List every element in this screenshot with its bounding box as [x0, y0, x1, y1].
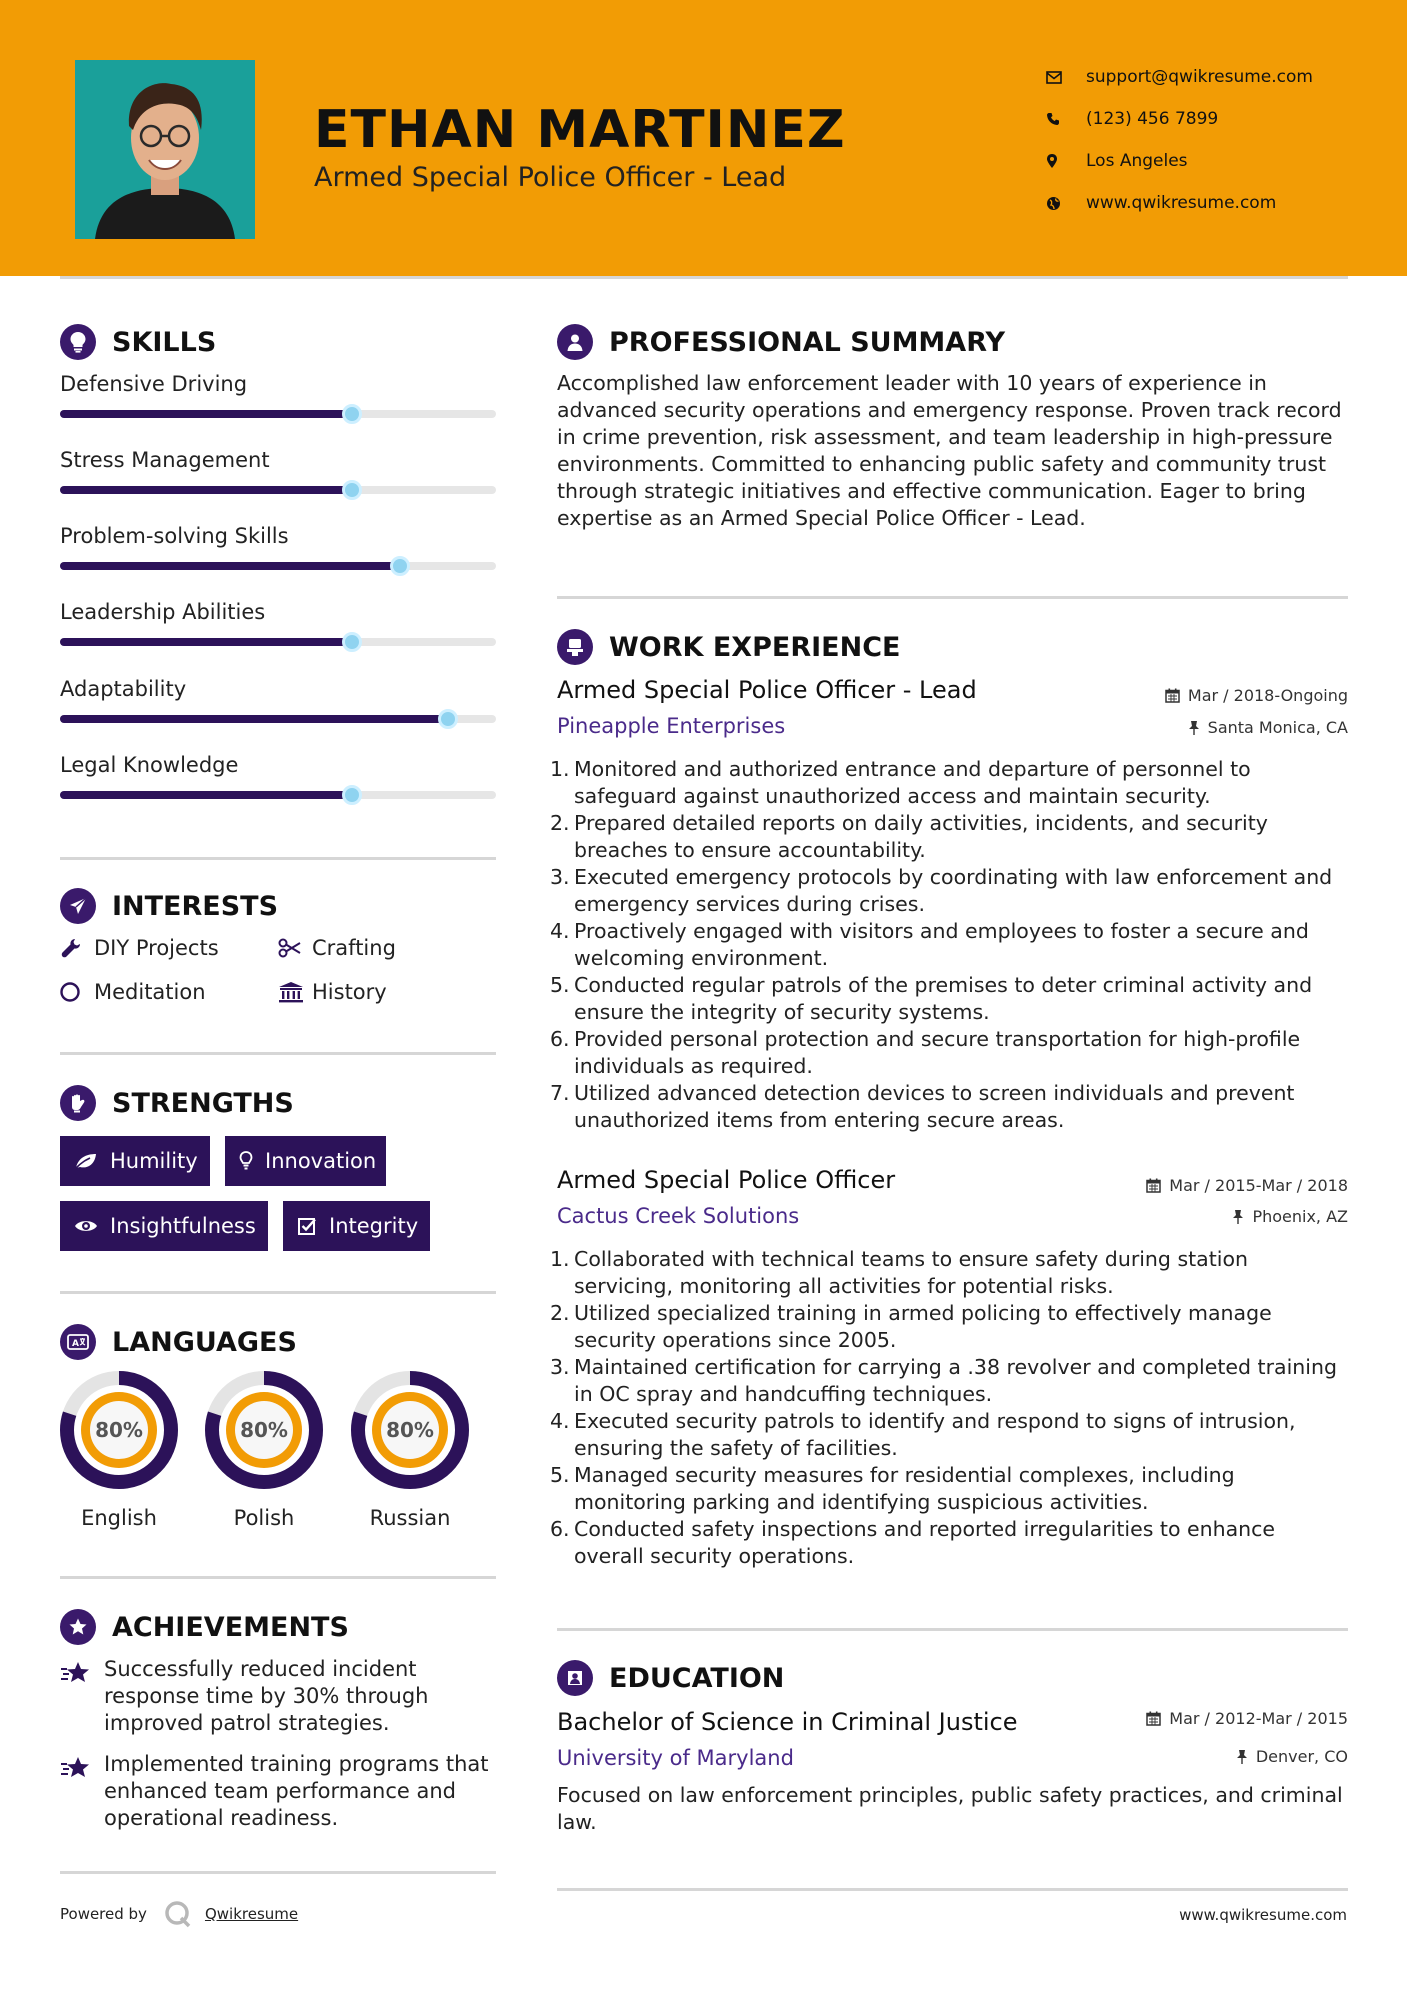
bullet-text: Prepared detailed reports on daily activities, incidents, and security breaches to ensure accountability.	[574, 811, 1268, 862]
star-icon	[60, 1751, 104, 1832]
bullet-number: 3.	[550, 1355, 570, 1379]
skill-bar-fill	[60, 638, 352, 646]
phone-icon	[1046, 112, 1086, 126]
language-percent: 80%	[95, 1418, 143, 1442]
job-bullet	[550, 810, 1348, 864]
wrench-icon	[60, 937, 94, 959]
bullet-text: Conducted safety inspections and reported irregularities to enhance overall security operations.	[574, 1517, 1276, 1568]
job-dates	[1165, 686, 1348, 705]
interest-label: DIY Projects	[94, 936, 219, 960]
pushpin-icon	[1236, 1749, 1248, 1764]
job-title: Armed Special Police Officer - Lead	[557, 676, 977, 704]
bullet-number: 6.	[550, 1027, 570, 1051]
strength-insightfulness	[60, 1201, 268, 1251]
job-bullet	[550, 1516, 1348, 1570]
job-bullet	[550, 1462, 1348, 1516]
strength-integrity	[283, 1201, 430, 1251]
bullet-number: 4.	[550, 1409, 570, 1433]
strength-humility	[60, 1136, 210, 1186]
candidate-title: Armed Special Police Officer - Lead	[314, 162, 787, 193]
scissors-icon	[278, 938, 312, 958]
skill-label: Problem-solving Skills	[60, 524, 289, 548]
languages-heading	[60, 1324, 297, 1360]
job-dates	[1146, 1176, 1348, 1195]
interest-history	[278, 980, 387, 1004]
strength-label: Humility	[110, 1149, 198, 1173]
contact-phone-text: (123) 456 7899	[1086, 109, 1219, 129]
strengths-divider	[60, 1291, 496, 1294]
education-location-text: Denver, CO	[1255, 1747, 1348, 1766]
bullet-text: Executed emergency protocols by coordinating with law enforcement and emergency services during crises.	[574, 865, 1333, 916]
job-bullet	[550, 972, 1348, 1026]
education-dates	[1146, 1709, 1348, 1728]
bullet-text: Executed security patrols to identify and respond to signs of intrusion, ensuring the safety of facilities.	[574, 1409, 1296, 1460]
contact-email-text: support@qwikresume.com	[1086, 67, 1313, 87]
lightbulb-icon	[60, 324, 96, 360]
skill-bar	[60, 486, 496, 494]
skill-bar	[60, 791, 496, 799]
profile-photo	[75, 60, 255, 239]
summary-heading-text: PROFESSIONAL SUMMARY	[609, 326, 1006, 358]
skill-bar-fill	[60, 791, 352, 799]
footer-website[interactable]: www.qwikresume.com	[1179, 1906, 1347, 1924]
pushpin-icon	[1188, 720, 1200, 735]
job-bullet	[550, 756, 1348, 810]
education-school: University of Maryland	[557, 1746, 794, 1770]
bullet-text: Conducted regular patrols of the premises to deter criminal activity and ensure the integrity of security systems.	[574, 973, 1313, 1024]
education-degree: Bachelor of Science in Criminal Justice	[557, 1708, 1018, 1736]
skill-label: Adaptability	[60, 677, 187, 701]
interests-divider	[60, 1052, 496, 1055]
experience-heading	[557, 629, 900, 665]
education-location	[1236, 1747, 1348, 1766]
education-heading-text: EDUCATION	[609, 1662, 785, 1694]
skill-item	[60, 372, 496, 396]
experience-heading-text: WORK EXPERIENCE	[609, 631, 901, 663]
language-donut	[59, 1370, 179, 1490]
skill-bar-fill	[60, 715, 448, 723]
job-location-text: Santa Monica, CA	[1207, 718, 1348, 737]
achievement-item	[60, 1656, 500, 1737]
fist-icon	[60, 1085, 96, 1121]
interest-label: Meditation	[94, 980, 206, 1004]
header-divider	[60, 276, 1348, 279]
star-icon	[60, 1656, 104, 1737]
footer-powered-by	[60, 1900, 298, 1928]
language-percent: 80%	[386, 1418, 434, 1442]
languages-heading-text: LANGUAGES	[112, 1326, 297, 1358]
skill-bar-knob	[342, 404, 362, 424]
circle-icon	[60, 981, 94, 1003]
summary-heading	[557, 324, 1005, 360]
bullet-text: Monitored and authorized entrance and departure of personnel to safeguard against unauthorized access and maintain security.	[574, 757, 1251, 808]
language-donut	[350, 1370, 470, 1490]
qwikresume-logo-icon	[163, 1900, 193, 1928]
bullet-text: Utilized advanced detection devices to screen individuals and prevent unauthorized items from entering secure areas.	[574, 1081, 1295, 1132]
star-badge-icon	[60, 1609, 96, 1645]
job-location-text: Phoenix, AZ	[1252, 1207, 1348, 1226]
user-icon	[557, 324, 593, 360]
language-item	[59, 1370, 179, 1530]
job-bullet	[550, 1080, 1348, 1134]
interest-label: Crafting	[312, 936, 396, 960]
skills-divider	[60, 857, 496, 860]
summary-divider	[557, 596, 1348, 599]
skill-bar-knob	[438, 709, 458, 729]
bullet-text: Utilized specialized training in armed policing to effectively manage security operations since 2005.	[574, 1301, 1272, 1352]
svg-text:A: A	[72, 1339, 79, 1349]
languages-divider	[60, 1576, 496, 1579]
job-bullets	[550, 756, 1348, 1134]
language-donut	[204, 1370, 324, 1490]
summary-text: Accomplished law enforcement leader with 10 years of experience in advanced security operations and emergency response. Proven track record in crime prevention, risk assessment, and team leadership in high-pressure environments. Committed to enhancing public safety and community trust through strategic initiatives and effective communication. Eager to bring expertise as an Armed Special Police Officer - Lead.	[557, 371, 1342, 530]
leaf-icon	[74, 1152, 98, 1170]
achievement-text: Successfully reduced incident response time by 30% through improved patrol strategies.	[104, 1657, 429, 1735]
skill-item	[60, 524, 496, 548]
contact-location-text: Los Angeles	[1086, 151, 1188, 171]
bullet-number: 6.	[550, 1517, 570, 1541]
education-dates-text: Mar / 2012-Mar / 2015	[1169, 1709, 1348, 1728]
contact-phone[interactable]	[1046, 98, 1386, 140]
job-company: Cactus Creek Solutions	[557, 1204, 800, 1228]
job-bullet	[550, 1246, 1348, 1300]
map-pin-icon	[1046, 153, 1086, 169]
job-bullets	[550, 1246, 1348, 1570]
job-company: Pineapple Enterprises	[557, 714, 786, 738]
skill-label: Stress Management	[60, 448, 270, 472]
lightbulb-icon	[239, 1151, 253, 1171]
contact-email[interactable]	[1046, 56, 1386, 98]
briefcase-icon	[557, 629, 593, 665]
globe-icon	[1046, 196, 1086, 211]
job-location	[1232, 1207, 1348, 1226]
strength-label: Integrity	[329, 1214, 419, 1238]
language-item	[204, 1370, 324, 1530]
museum-icon	[278, 981, 312, 1003]
interests-heading-text: INTERESTS	[112, 890, 279, 922]
skill-bar-fill	[60, 562, 400, 570]
skill-item	[60, 753, 496, 777]
skill-bar-knob	[342, 480, 362, 500]
bullet-number: 2.	[550, 1301, 570, 1325]
language-name: Polish	[233, 1506, 295, 1530]
contact-website[interactable]	[1046, 182, 1386, 224]
job-bullet	[550, 864, 1348, 918]
check-square-icon	[297, 1216, 317, 1236]
calendar-icon	[1165, 688, 1180, 703]
education-divider	[557, 1888, 1348, 1891]
skills-heading	[60, 324, 216, 360]
language-icon	[60, 1324, 96, 1360]
job-dates-text: Mar / 2015-Mar / 2018	[1169, 1176, 1348, 1195]
skills-heading-text: SKILLS	[112, 326, 217, 358]
bullet-number: 1.	[550, 1247, 570, 1271]
bullet-number: 7.	[550, 1081, 570, 1105]
job-bullet	[550, 1354, 1348, 1408]
skill-bar-fill	[60, 410, 352, 418]
strength-label: Insightfulness	[110, 1214, 256, 1238]
skill-item	[60, 600, 496, 624]
envelope-icon	[1046, 71, 1086, 84]
bullet-number: 2.	[550, 811, 570, 835]
contact-location	[1046, 140, 1386, 182]
skill-bar-fill	[60, 486, 352, 494]
contact-list	[1046, 56, 1386, 224]
skill-label: Leadership Abilities	[60, 600, 266, 624]
skill-bar	[60, 410, 496, 418]
job-location	[1188, 718, 1348, 737]
achievement-text: Implemented training programs that enhanced team performance and operational readiness.	[104, 1752, 489, 1830]
skill-bar	[60, 715, 496, 723]
interest-label: History	[312, 980, 387, 1004]
bullet-number: 4.	[550, 919, 570, 943]
eye-icon	[74, 1218, 98, 1234]
strengths-heading-text: STRENGTHS	[112, 1087, 294, 1119]
strengths-heading	[60, 1085, 294, 1121]
bullet-text: Collaborated with technical teams to ensure safety during station servicing, monitoring all activities for potential risks.	[574, 1247, 1249, 1298]
bullet-text: Managed security measures for residential complexes, including monitoring parking and identifying suspicious activities.	[574, 1463, 1235, 1514]
education-description: Focused on law enforcement principles, public safety practices, and criminal law.	[557, 1783, 1343, 1834]
skill-bar	[60, 638, 496, 646]
skill-item	[60, 677, 496, 701]
contact-website-text: www.qwikresume.com	[1086, 193, 1277, 213]
language-item	[350, 1370, 470, 1530]
bullet-number: 3.	[550, 865, 570, 889]
job-bullet	[550, 1026, 1348, 1080]
achievements-heading	[60, 1609, 349, 1645]
pushpin-icon	[1232, 1209, 1244, 1224]
job-bullet	[550, 1408, 1348, 1462]
resume-header	[0, 0, 1407, 276]
achievements-divider	[60, 1871, 496, 1874]
powered-by-text: Powered by	[60, 1905, 147, 1923]
skill-bar-knob	[342, 632, 362, 652]
calendar-icon	[1146, 1711, 1161, 1726]
job-bullet	[550, 918, 1348, 972]
achievement-item	[60, 1751, 500, 1832]
paper-plane-icon	[60, 888, 96, 924]
bullet-number: 1.	[550, 757, 570, 781]
bullet-number: 5.	[550, 973, 570, 997]
bullet-number: 5.	[550, 1463, 570, 1487]
skill-item	[60, 448, 496, 472]
skill-label: Legal Knowledge	[60, 753, 239, 777]
bullet-text: Maintained certification for carrying a .38 revolver and completed training in OC spray and handcuffing techniques.	[574, 1355, 1337, 1406]
job-bullet	[550, 1300, 1348, 1354]
bullet-text: Provided personal protection and secure transportation for high-profile individuals as required.	[574, 1027, 1301, 1078]
language-name: English	[81, 1506, 157, 1530]
skill-bar-knob	[390, 556, 410, 576]
strength-label: Innovation	[265, 1149, 377, 1173]
calendar-icon	[1146, 1178, 1161, 1193]
skill-bar	[60, 562, 496, 570]
interests-heading	[60, 888, 278, 924]
job-title: Armed Special Police Officer	[557, 1166, 896, 1194]
language-name: Russian	[369, 1506, 451, 1530]
graduate-icon	[557, 1660, 593, 1696]
job-dates-text: Mar / 2018-Ongoing	[1187, 686, 1348, 705]
footer-brand-link[interactable]: Qwikresume	[204, 1905, 299, 1923]
bullet-text: Proactively engaged with visitors and employees to foster a secure and welcoming environment.	[574, 919, 1309, 970]
interest-diy-projects	[60, 936, 219, 960]
language-percent: 80%	[240, 1418, 288, 1442]
candidate-name: ETHAN MARTINEZ	[314, 100, 846, 160]
skill-bar-knob	[342, 785, 362, 805]
skill-label: Defensive Driving	[60, 372, 248, 396]
experience-divider	[557, 1628, 1348, 1631]
achievements-heading-text: ACHIEVEMENTS	[112, 1611, 349, 1643]
education-heading	[557, 1660, 784, 1696]
strength-innovation	[225, 1136, 386, 1186]
interest-meditation	[60, 980, 206, 1004]
interest-crafting	[278, 936, 396, 960]
